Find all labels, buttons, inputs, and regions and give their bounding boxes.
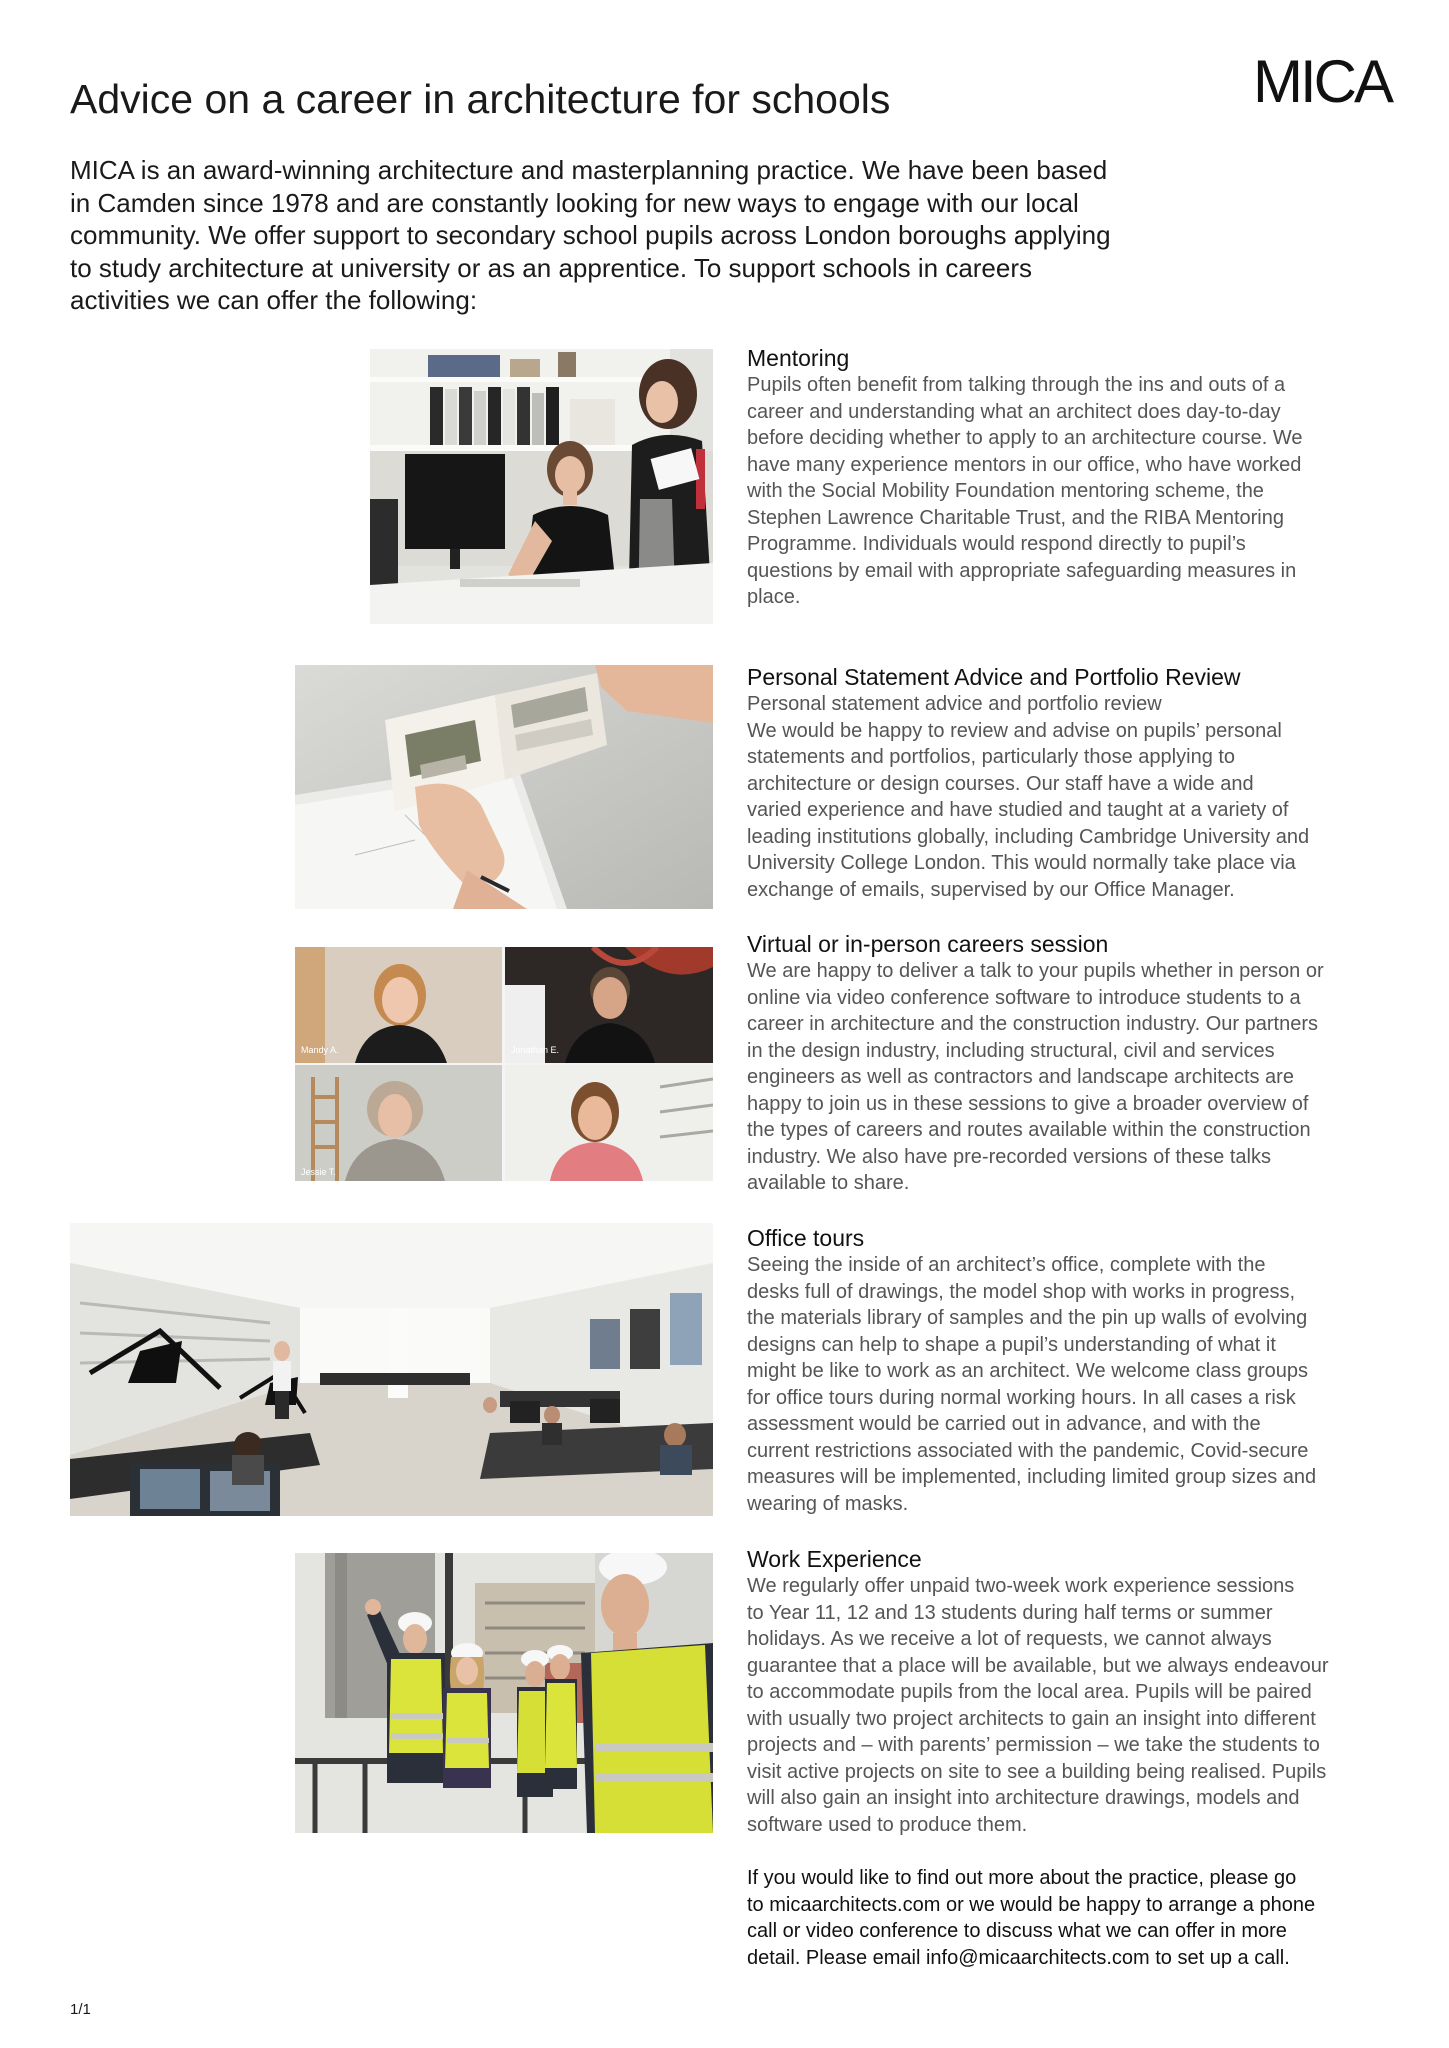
- body-line: available to share.: [747, 1172, 910, 1194]
- body-line: University College London. This would normally take place via: [747, 852, 1296, 874]
- page-title: Advice on a career in architecture for schools: [70, 76, 891, 122]
- body-line: Seeing the inside of an architect’s office, complete with the: [747, 1254, 1266, 1276]
- body-line: assessment would be carried out in advance, and with the: [747, 1413, 1261, 1435]
- section-heading: Office tours: [747, 1225, 865, 1251]
- body-line: before deciding whether to apply to an architecture course. We: [747, 427, 1303, 449]
- body-line: holidays. As we receive a lot of requests, we cannot always: [747, 1628, 1272, 1650]
- body-line: current restrictions associated with the pandemic, Covid-secure: [747, 1439, 1309, 1462]
- body-line: architecture or design courses. Our staff have a wide and: [747, 772, 1254, 795]
- section-body: [747, 691, 1427, 903]
- closing-line: If you would like to find out more about the practice, please go: [747, 1867, 1297, 1889]
- intro-line: in Camden since 1978 and are constantly looking for new ways to engage with our local: [70, 187, 1079, 218]
- mica-logo: MICA: [1253, 48, 1391, 115]
- body-line: Pupils often benefit from talking through the ins and outs of a: [747, 374, 1286, 396]
- body-line: software used to produce them.: [747, 1813, 1028, 1836]
- body-line: wearing of masks.: [747, 1492, 909, 1515]
- intro-paragraph: [70, 154, 1111, 317]
- body-line: engineers as well as contractors and landscape architects are: [747, 1066, 1294, 1088]
- closing-body: [747, 1865, 1427, 1971]
- section-work-experience: [747, 1545, 1427, 1838]
- portfolio-review-photo: [295, 665, 713, 909]
- page-number: 1/1: [70, 2001, 91, 2018]
- video-call-photo: [295, 947, 713, 1181]
- closing-line: to micaarchitects.com or we would be happy to arrange a phone: [747, 1893, 1316, 1916]
- section-body: [747, 372, 1427, 611]
- body-line: in the design industry, including structural, civil and services: [747, 1039, 1275, 1062]
- work-experience-photo-image: [295, 1553, 713, 1833]
- closing-line: detail. Please email info@micaarchitects.com to set up a call.: [747, 1946, 1290, 1969]
- participant-name-label: Jessie T.: [301, 1167, 336, 1177]
- body-line: to Year 11, 12 and 13 students during half terms or summer: [747, 1601, 1273, 1624]
- body-line: will also gain an insight into architecture drawings, models and: [747, 1787, 1300, 1809]
- body-line: designs can help to shape a pupil’s understanding of what it: [747, 1333, 1276, 1356]
- work-experience-photo: [295, 1553, 713, 1833]
- body-line: visit active projects on site to see a building being realised. Pupils: [747, 1760, 1327, 1783]
- body-line: Stephen Lawrence Charitable Trust, and the RIBA Mentoring: [747, 506, 1284, 529]
- section-office-tours: [747, 1224, 1427, 1517]
- body-line: Programme. Individuals would respond directly to pupil’s: [747, 533, 1246, 555]
- office-tour-photo: [70, 1223, 713, 1516]
- video-tile-1: [295, 947, 502, 1063]
- section-personal-statement: [747, 663, 1427, 903]
- body-line: online via video conference software to introduce students to a: [747, 986, 1301, 1009]
- body-line: have many experience mentors in our office, who have worked: [747, 453, 1302, 476]
- section-heading: Personal Statement Advice and Portfolio Review: [747, 664, 1241, 690]
- body-line: leading institutions globally, including Cambridge University and: [747, 825, 1310, 848]
- intro-line: MICA is an award-winning architecture and masterplanning practice. We have been based: [70, 155, 1108, 185]
- participant-name-label: Jonathan E.: [511, 1045, 560, 1055]
- body-line: questions by email with appropriate safeguarding measures in: [747, 559, 1297, 582]
- body-line: might be like to work as an architect. We welcome class groups: [747, 1360, 1308, 1382]
- closing-line: call or video conference to discuss what we can offer in more: [747, 1920, 1287, 1942]
- section-heading: Virtual or in-person careers session: [747, 931, 1109, 957]
- body-line: Personal statement advice and portfolio review: [747, 693, 1162, 715]
- section-heading: Work Experience: [747, 1546, 922, 1572]
- body-line: the materials library of samples and the pin up walls of evolving: [747, 1307, 1308, 1329]
- body-line: for office tours during normal working hours. In all cases a risk: [747, 1386, 1296, 1409]
- body-line: varied experience and have studied and taught at a variety of: [747, 799, 1289, 821]
- body-line: to accommodate pupils from the local area. Pupils will be paired: [747, 1681, 1312, 1703]
- section-body: [747, 1573, 1427, 1838]
- section-body: [747, 1252, 1427, 1517]
- section-careers-session: [747, 930, 1427, 1197]
- body-line: projects and – with parents’ permission – we take the students to: [747, 1734, 1320, 1756]
- office-tour-photo-image: [70, 1223, 713, 1516]
- section-body: [747, 958, 1427, 1197]
- intro-line: to study architecture at university or as an apprentice. To support schools in careers: [70, 252, 1033, 283]
- video-tile-2: [505, 947, 713, 1063]
- video-tile-4: [505, 1065, 713, 1181]
- video-tile-3: [295, 1065, 502, 1181]
- body-line: the types of careers and routes available within the construction: [747, 1119, 1311, 1141]
- body-line: exchange of emails, supervised by our Office Manager.: [747, 878, 1235, 901]
- body-line: career and understanding what an architect does day-to-day: [747, 400, 1281, 423]
- body-line: guarantee that a place will be available, but we always endeavour: [747, 1654, 1329, 1677]
- body-line: industry. We also have pre-recorded versions of these talks: [747, 1145, 1271, 1168]
- body-line: desks full of drawings, the model shop with works in progress,: [747, 1280, 1296, 1303]
- section-mentoring: [747, 344, 1427, 611]
- portfolio-review-photo-image: [295, 665, 713, 909]
- body-line: happy to join us in these sessions to give a broader overview of: [747, 1092, 1309, 1115]
- body-line: statements and portfolios, particularly those applying to: [747, 746, 1236, 768]
- body-line: place.: [747, 586, 801, 608]
- mentoring-photo-image: [370, 349, 713, 624]
- body-line: We are happy to deliver a talk to your pupils whether in person or: [747, 960, 1324, 982]
- intro-line: activities we can offer the following:: [70, 285, 478, 315]
- intro-line: community. We offer support to secondary school pupils across London boroughs applying: [70, 220, 1111, 250]
- body-line: career in architecture and the construction industry. Our partners: [747, 1013, 1319, 1035]
- body-line: We would be happy to review and advise on pupils’ personal: [747, 719, 1282, 742]
- body-line: with usually two project architects to gain an insight into different: [747, 1707, 1316, 1730]
- body-line: measures will be implemented, including limited group sizes and: [747, 1466, 1317, 1488]
- closing-paragraph: [747, 1865, 1427, 1971]
- body-line: We regularly offer unpaid two-week work experience sessions: [747, 1575, 1295, 1597]
- participant-name-label: Mandy A.: [301, 1045, 339, 1055]
- mentoring-photo: [370, 349, 713, 624]
- body-line: with the Social Mobility Foundation mentoring scheme, the: [747, 480, 1264, 502]
- bookshelf: [370, 349, 670, 451]
- section-heading: Mentoring: [747, 345, 850, 371]
- video-call-grid: [295, 947, 713, 1181]
